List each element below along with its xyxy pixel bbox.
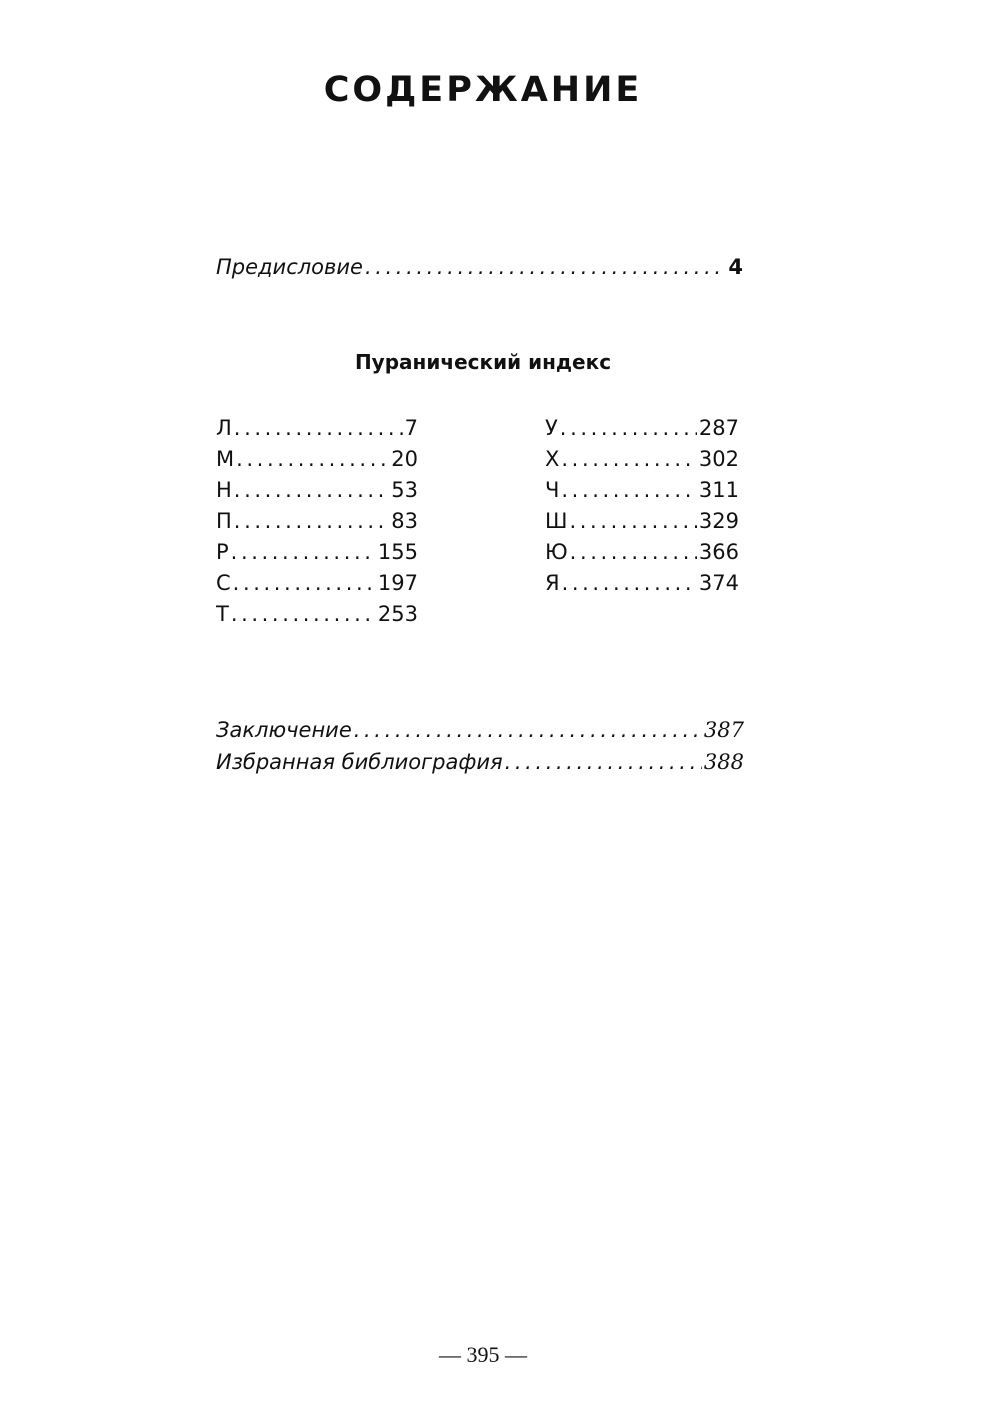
toc-entry-preface[interactable] bbox=[216, 252, 743, 282]
toc-entry-label: Л bbox=[216, 416, 232, 440]
toc-entry-label: Предисловие bbox=[216, 255, 363, 279]
section-heading: Пуранический индекс bbox=[354, 350, 612, 374]
toc-entry[interactable] bbox=[216, 537, 418, 567]
toc-entry-page: 287 bbox=[698, 416, 739, 440]
toc-entry-label: Н bbox=[216, 478, 232, 502]
toc-entry-page: 311 bbox=[698, 478, 739, 502]
toc-entry-page: 302 bbox=[698, 447, 739, 471]
toc-entry-label: Ч bbox=[545, 478, 560, 502]
dot-leader bbox=[569, 506, 696, 536]
page-title: СОДЕРЖАНИЕ bbox=[323, 70, 643, 110]
toc-entry-label: С bbox=[216, 571, 231, 595]
dot-leader bbox=[234, 413, 403, 443]
toc-entry-page: 374 bbox=[698, 571, 739, 595]
dot-leader bbox=[561, 475, 697, 505]
dot-leader bbox=[561, 444, 697, 474]
toc-entry[interactable] bbox=[216, 413, 418, 443]
toc-entry[interactable] bbox=[216, 568, 418, 598]
dot-leader bbox=[560, 413, 697, 443]
toc-entry-page: 253 bbox=[377, 602, 418, 626]
toc-entry[interactable] bbox=[545, 506, 739, 536]
toc-entry-page: 20 bbox=[391, 447, 418, 471]
toc-entry-page: 53 bbox=[391, 478, 418, 502]
dot-leader bbox=[562, 568, 697, 598]
toc-entry-page: 4 bbox=[728, 255, 743, 279]
toc-entry[interactable] bbox=[545, 444, 739, 474]
toc-entry-label: П bbox=[216, 509, 232, 533]
toc-entry[interactable] bbox=[216, 715, 744, 745]
toc-entry[interactable] bbox=[216, 444, 418, 474]
toc-entry-page: 155 bbox=[377, 540, 418, 564]
toc-entry-page: 7 bbox=[404, 416, 418, 440]
toc-entry[interactable] bbox=[216, 506, 418, 536]
dot-leader bbox=[233, 568, 376, 598]
toc-entry-page: 197 bbox=[377, 571, 418, 595]
toc-entry-label: Ю bbox=[545, 540, 568, 564]
toc-entry[interactable] bbox=[545, 413, 739, 443]
toc-entry-page: 387 bbox=[703, 718, 744, 742]
toc-entry[interactable] bbox=[216, 599, 418, 629]
toc-entry[interactable] bbox=[545, 537, 739, 567]
dot-leader bbox=[354, 715, 702, 745]
toc-entry-label: Т bbox=[216, 602, 229, 626]
toc-entry-page: 83 bbox=[391, 509, 418, 533]
dot-leader bbox=[234, 475, 389, 505]
toc-entry[interactable] bbox=[216, 475, 418, 505]
dot-leader bbox=[236, 444, 389, 474]
toc-entry-label: У bbox=[545, 416, 558, 440]
toc-entry[interactable] bbox=[545, 568, 739, 598]
toc-entry-label: М bbox=[216, 447, 235, 471]
toc-entry-label: Я bbox=[545, 571, 560, 595]
toc-entry-page: 388 bbox=[703, 750, 744, 774]
toc-entry-page: 366 bbox=[698, 540, 739, 564]
dot-leader bbox=[365, 252, 726, 282]
toc-entry-label: Х bbox=[545, 447, 560, 471]
toc-entry-label: Заключение bbox=[216, 718, 352, 742]
toc-entry-label: Ш bbox=[545, 509, 568, 533]
toc-entry-page: 329 bbox=[698, 509, 739, 533]
toc-entry[interactable] bbox=[216, 747, 744, 777]
dot-leader bbox=[505, 747, 702, 777]
dot-leader bbox=[231, 537, 376, 567]
page-number: — 395 — bbox=[439, 1342, 527, 1367]
dot-leader bbox=[231, 599, 376, 629]
toc-entry[interactable] bbox=[545, 475, 739, 505]
dot-leader bbox=[570, 537, 697, 567]
dot-leader bbox=[234, 506, 389, 536]
toc-entry-label: Р bbox=[216, 540, 229, 564]
toc-entry-label: Избранная библиография bbox=[216, 750, 503, 774]
